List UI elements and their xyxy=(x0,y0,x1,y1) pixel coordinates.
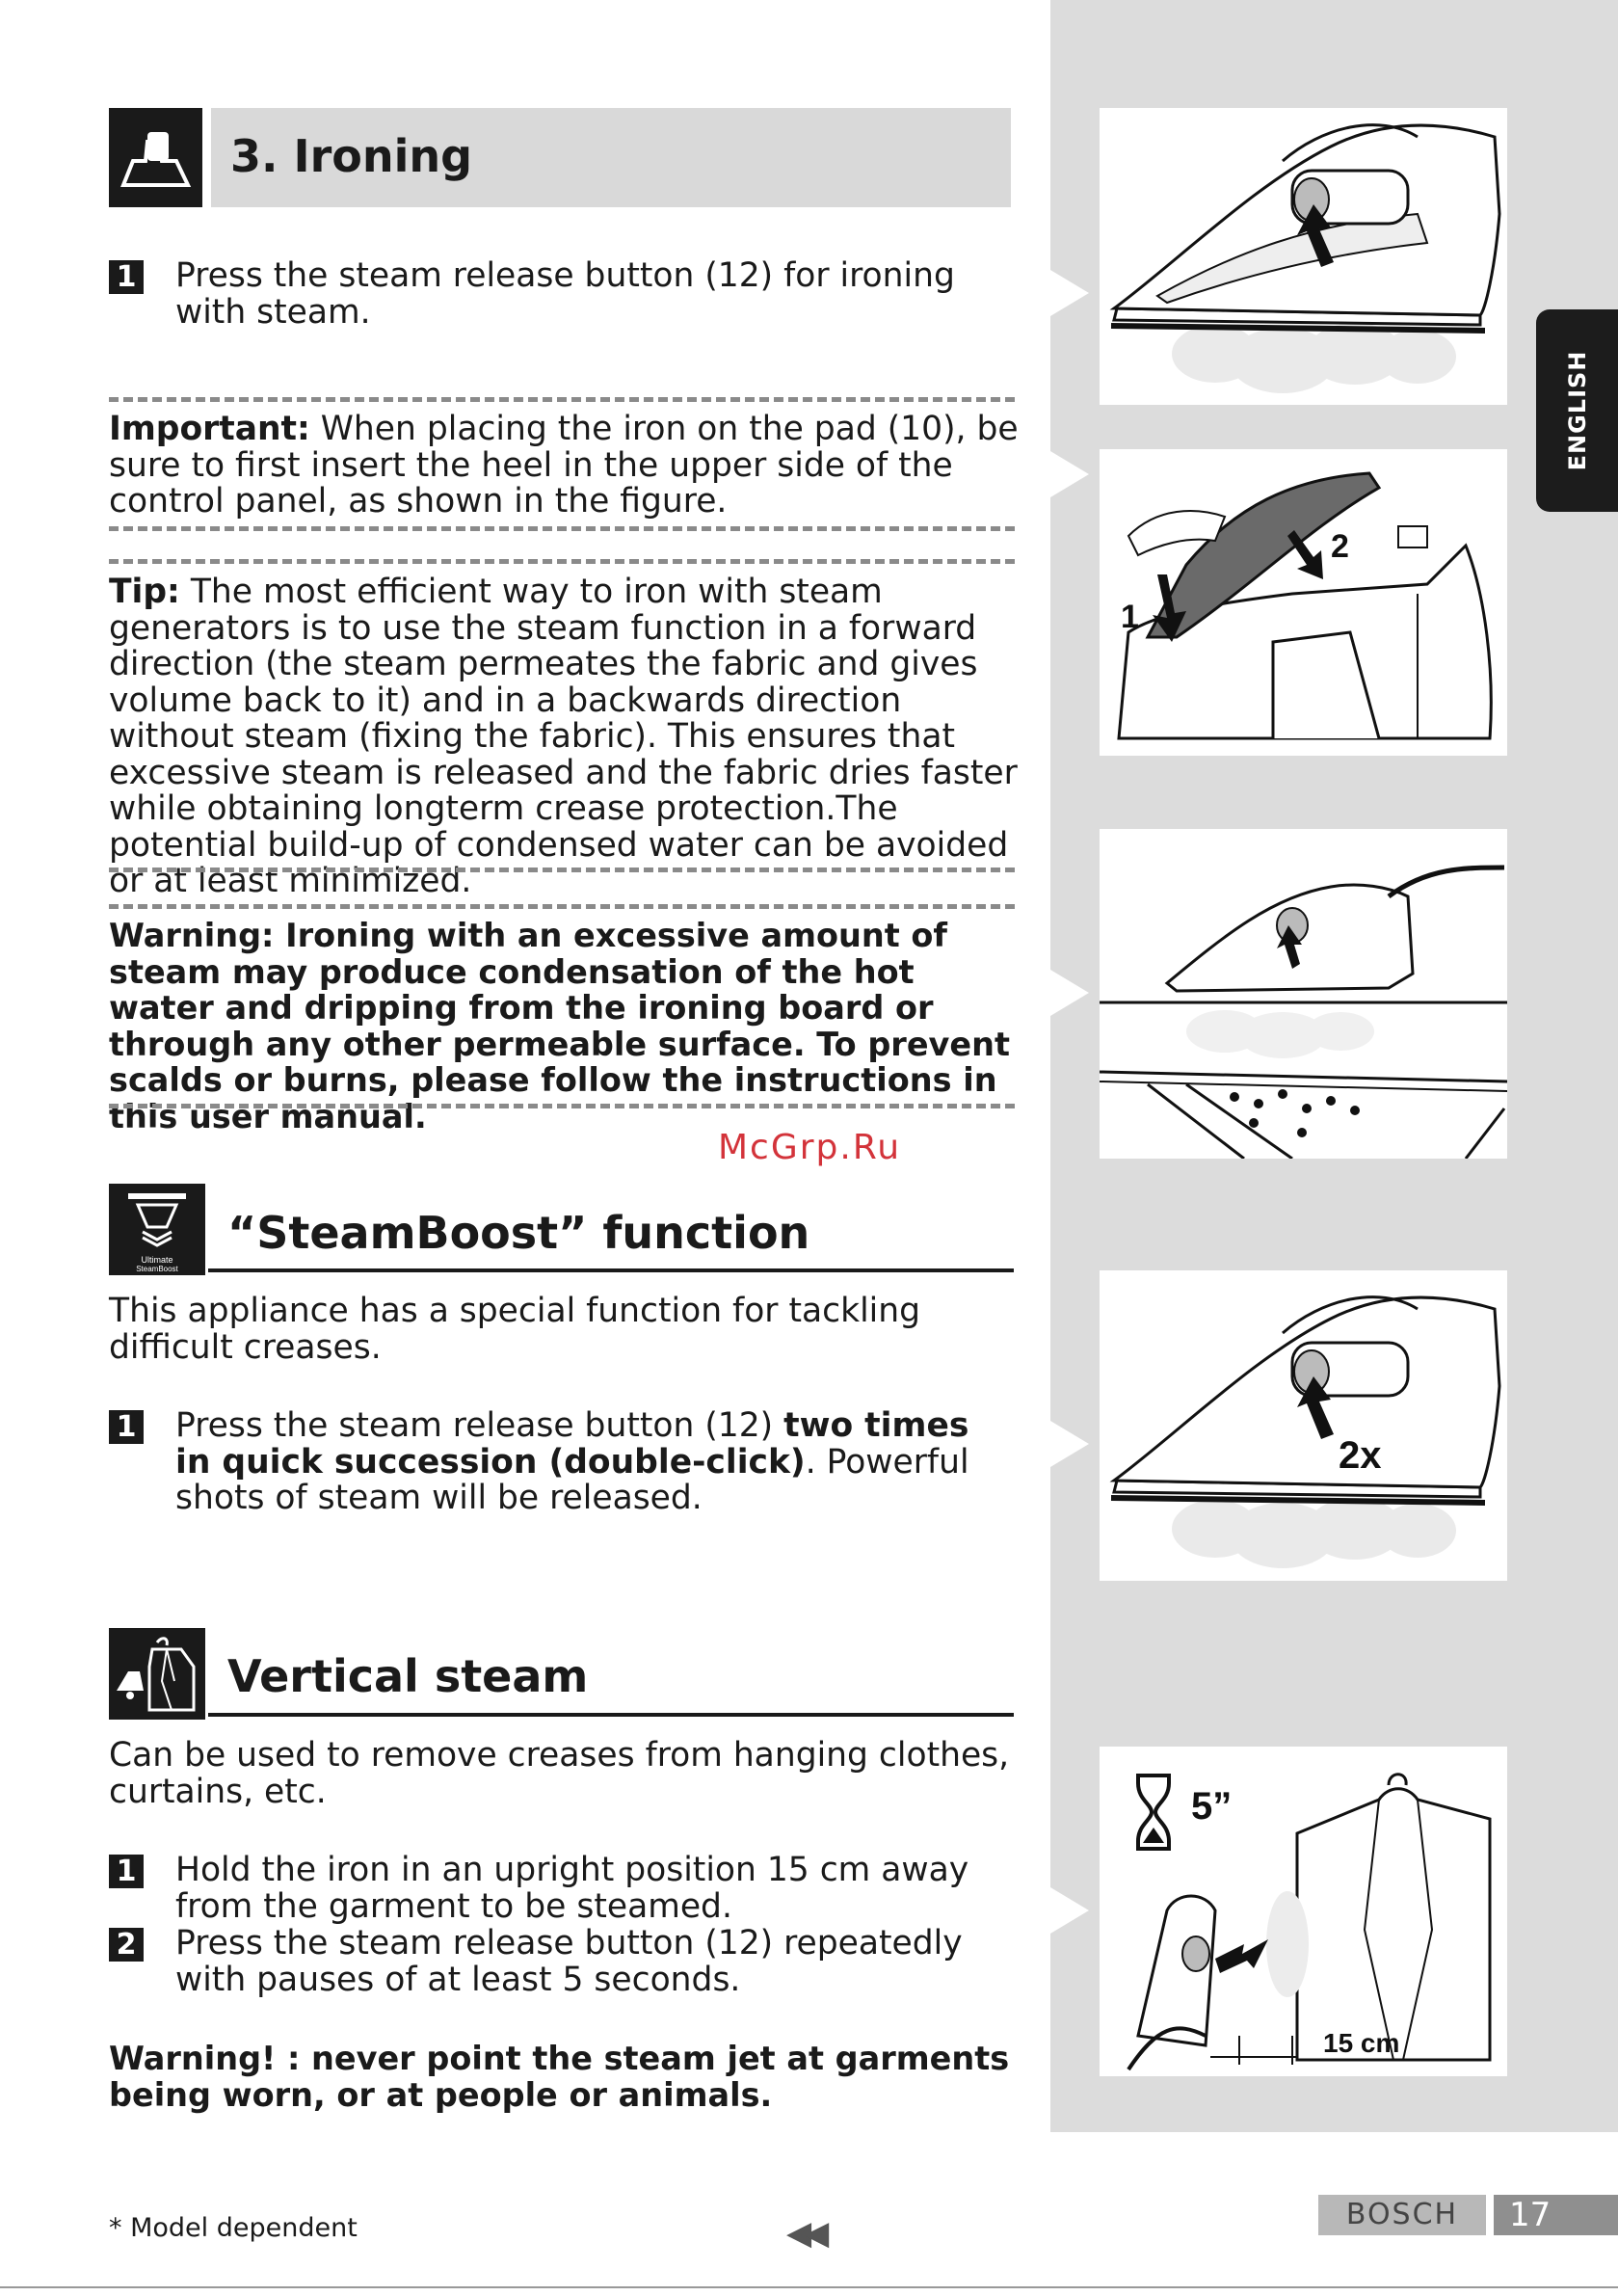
section-title-ironing: 3. Ironing xyxy=(230,130,473,182)
steamboost-intro: This appliance has a special function for tackling difficult creases. xyxy=(109,1292,920,1367)
figure-label-2x: 2x xyxy=(1339,1434,1382,1477)
step-text-post: . Powerful shots of steam will be released. xyxy=(175,1442,969,1517)
step-number: 1 xyxy=(109,260,144,294)
tip-text: The most efficient way to iron with steam generators is to use the steam function in a forward direction (the steam permeates the fabric and gives volume back to it) and in a backwards direction without steam (fixing the fabric). This ensures that excessive steam is released and the fabric dries faster while obtaining longterm crease protection.The potential build-up of condensed water can be avoided or at least minimized. xyxy=(109,573,1018,900)
figure-pointer xyxy=(1050,1887,1089,1934)
figure-pointer xyxy=(1050,270,1089,316)
steamboost-icon-caption-1: Ultimate xyxy=(141,1255,173,1265)
brand-label: BOSCH xyxy=(1318,2195,1486,2235)
step-number: 1 xyxy=(109,1410,144,1444)
important-label: Important: xyxy=(109,410,310,448)
step-text xyxy=(175,1408,1015,1517)
divider xyxy=(109,526,1015,531)
figure-steamboost xyxy=(1100,1270,1507,1581)
figure-iron-on-pad xyxy=(1100,449,1507,756)
iron-steam-illustration xyxy=(1100,108,1507,405)
watermark: McGrp.Ru xyxy=(718,1128,902,1167)
vertical-step-2 xyxy=(109,1926,1015,1998)
ironing-step-1 xyxy=(109,258,1015,331)
figure-label-distance: 15 cm xyxy=(1323,2028,1400,2058)
steamboost-icon-caption-2: SteamBoost xyxy=(136,1265,178,1273)
vertical-steam-illustration xyxy=(1100,1747,1507,2076)
divider xyxy=(109,397,1015,402)
language-tab[interactable] xyxy=(1536,309,1618,512)
figure-pointer xyxy=(1050,451,1089,497)
vertical-intro: Can be used to remove creases from hanging clothes, curtains, etc. xyxy=(109,1736,1010,1811)
divider xyxy=(109,559,1015,564)
figure-label-time: 5” xyxy=(1191,1785,1233,1828)
figure-label-2: 2 xyxy=(1331,528,1349,565)
figure-vertical-steam xyxy=(1100,1747,1507,2076)
important-text: When placing the iron on the pad (10), be sure to first insert the heel in the upper side of the control panel, as shown in the figure. xyxy=(109,410,1019,521)
section-title-steamboost: “SteamBoost” function xyxy=(227,1207,810,1259)
step-text-pre: Press the steam release button (12) xyxy=(175,1406,784,1445)
language-label: ENGLISH xyxy=(1563,350,1591,471)
iron-pad-illustration xyxy=(1100,449,1507,756)
figure-pointer xyxy=(1050,1421,1089,1467)
figure-condensation xyxy=(1100,829,1507,1159)
ironing-warning: Warning: Ironing with an excessive amount of steam may produce condensation of the hot water and dripping from the ironing board or through any other permeable surface. To prevent scalds or burns, please follow the instructions in this user manual. xyxy=(109,917,1010,1135)
heading-rule xyxy=(208,1713,1014,1717)
section-title-vertical-steam: Vertical steam xyxy=(227,1650,589,1702)
steamboost-icon xyxy=(109,1184,205,1275)
tip-label: Tip: xyxy=(109,573,180,611)
divider xyxy=(109,904,1015,909)
figure-pointer xyxy=(1050,970,1089,1016)
ironing-header-bar xyxy=(211,108,1011,207)
step-text: Hold the iron in an upright position 15 cm away from the garment to be steamed. xyxy=(175,1851,969,1926)
step-number: 1 xyxy=(109,1855,144,1888)
ironing-icon xyxy=(109,108,202,207)
iron-double-click-illustration xyxy=(1100,1270,1507,1581)
divider xyxy=(109,868,1015,872)
tip-note xyxy=(109,574,1024,900)
step-text-bold: two times in quick succession (double-click) xyxy=(175,1406,969,1482)
steamboost-step-1 xyxy=(109,1408,1015,1517)
step-text: Press the steam release button (12) for ironing with steam. xyxy=(175,256,955,332)
dripping-illustration xyxy=(1100,829,1507,1159)
bottom-border xyxy=(0,2286,1618,2288)
figure-label-1: 1 xyxy=(1121,599,1139,635)
heading-rule xyxy=(208,1268,1014,1272)
step-text: Press the steam release button (12) repeatedly with pauses of at least 5 seconds. xyxy=(175,1924,963,1999)
page-number: 17 xyxy=(1494,2195,1618,2235)
vertical-warning: Warning! : never point the steam jet at garments being worn, or at people or animals. xyxy=(109,2040,1010,2114)
previous-page-icon[interactable]: ◀◀ xyxy=(786,2214,822,2253)
step-number: 2 xyxy=(109,1928,144,1962)
figure-steam-ironing xyxy=(1100,108,1507,405)
footnote: * Model dependent xyxy=(109,2213,358,2243)
divider xyxy=(109,1104,1015,1108)
hourglass-icon xyxy=(1138,1775,1169,1849)
vertical-steam-icon xyxy=(109,1628,205,1720)
important-note xyxy=(109,412,1024,521)
vertical-step-1 xyxy=(109,1853,1015,1925)
